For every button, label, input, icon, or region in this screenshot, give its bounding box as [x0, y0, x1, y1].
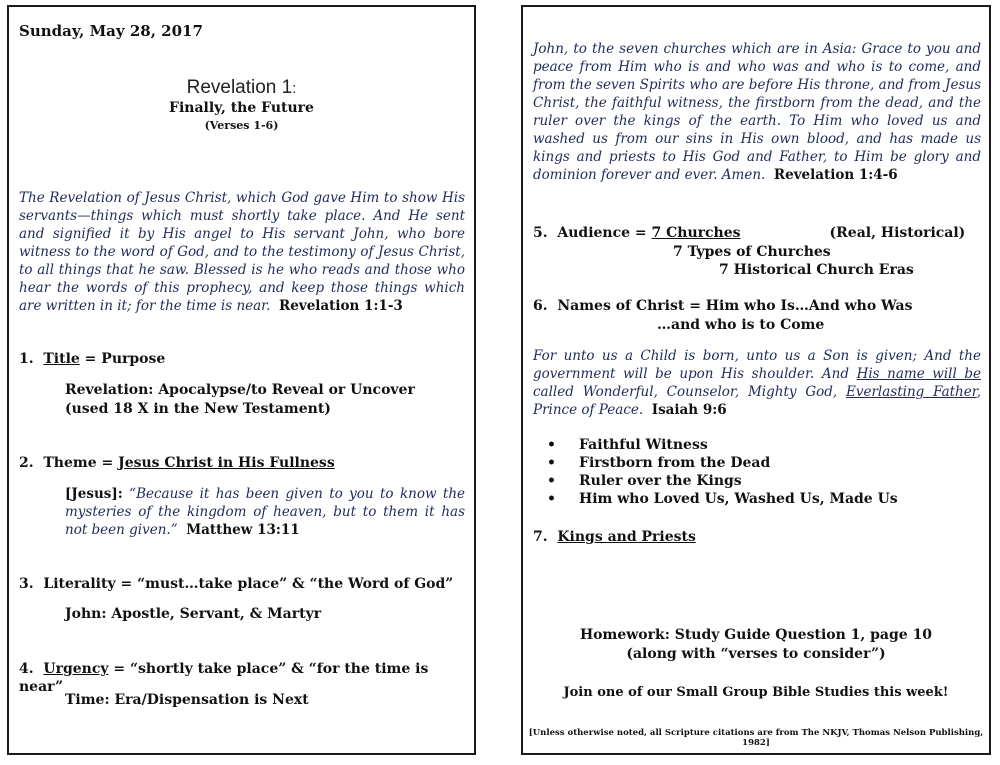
- point-key: Jesus Christ in His Fullness: [118, 455, 335, 471]
- point-1-detail-2: (used 18 X in the New Testament): [65, 401, 331, 417]
- point-pre: Audience =: [557, 225, 652, 241]
- point-number: 2.: [19, 455, 34, 471]
- bullet-item: • Firstborn from the Dead: [533, 454, 973, 472]
- point-key: 7 Churches: [651, 225, 741, 241]
- homework-line-2: (along with “verses to consider”): [626, 646, 886, 662]
- scripture-ref: Revelation 1:4-6: [773, 167, 898, 183]
- isaiah-passage: [533, 347, 981, 419]
- point-7: [533, 528, 696, 546]
- quote-text: “Because it has been given to you to know the mysteries of the kingdom of heaven, but to them it has not been given.”: [65, 486, 466, 538]
- quote-ref: Matthew 13:11: [186, 522, 300, 538]
- point-5-line-3: 7 Historical Church Eras: [719, 262, 914, 278]
- point-number: 4.: [19, 661, 34, 677]
- scripture-text: John, to the seven churches which are in Asia: Grace to you and peace from Him who is and who was and who is to come, and from the seven Spirits who are before His throne, and from Jesus Christ, the faithful witness, the firstborn from the dead, and the ruler over the kings of the earth. To Him who loved us and washed us from our sins in His own blood, and has made us kings and priests to His God and Father, to Him be glory and dominion forever and ever. Amen.: [533, 41, 981, 183]
- scripture-ref: Revelation 1:1-3: [279, 298, 403, 314]
- point-number: 5.: [533, 225, 548, 241]
- point-text: Literality = “must…take place” & “the Word of God”: [43, 576, 454, 592]
- isaiah-part-1: For unto us a Child is born, unto us a Son is given; And the government will be upon His shoulder. And: [533, 348, 981, 382]
- bullet-item: • Ruler over the Kings: [533, 472, 973, 490]
- point-rest: = Purpose: [79, 351, 166, 367]
- point-key: Title: [43, 351, 80, 367]
- bullet-list: [533, 436, 973, 508]
- point-2-quote: [65, 485, 465, 539]
- isaiah-part-2: called Wonderful, Counselor, Mighty God,: [533, 384, 846, 400]
- left-page: [7, 5, 476, 755]
- point-number: 6.: [533, 298, 548, 314]
- page-title: [9, 77, 474, 99]
- point-key: Urgency: [43, 661, 109, 677]
- join-line: Join one of our Small Group Bible Studies this week!: [563, 685, 949, 700]
- isaiah-underline-1: His name will be: [856, 366, 981, 382]
- scripture-passage-2: [533, 40, 981, 184]
- point-1-detail-1: Revelation: Apocalypse/to Reveal or Uncover: [65, 382, 415, 398]
- point-6: [533, 297, 913, 315]
- point-2: [19, 454, 335, 472]
- bullet-item: • Faithful Witness: [533, 436, 973, 454]
- isaiah-part-3: , Prince of Peace.: [533, 384, 981, 418]
- quote-speaker-colon: :: [117, 486, 123, 502]
- scripture-passage: [19, 189, 465, 315]
- point-rest: = “shortly take place” & “for the time is near”: [19, 661, 429, 695]
- point-5-line-2: 7 Types of Churches: [673, 244, 831, 260]
- scripture-text: The Revelation of Jesus Christ, which God gave Him to show His servants—things which must shortly take place. And He sent and signified it by His angel to His servant John, who bore witness to the word of God, and to the testimony of Jesus Christ, to all things that he saw. Blessed is he who reads and those who hear the words of this prophecy, and keep those things which are written in it; for the time is near.: [19, 190, 465, 314]
- point-rest: (Real, Historical): [829, 225, 966, 241]
- point-key: Kings and Priests: [557, 529, 696, 545]
- verses-label: (Verses 1-6): [204, 119, 279, 132]
- point-number: 3.: [19, 576, 34, 592]
- point-number: 7.: [533, 529, 548, 545]
- date: Sunday, May 28, 2017: [19, 22, 203, 40]
- isaiah-ref: Isaiah 9:6: [651, 402, 727, 418]
- point-3: [19, 575, 453, 593]
- quote-speaker: [Jesus]: [65, 486, 118, 502]
- bullet-item: • Him who Loved Us, Washed Us, Made Us: [533, 490, 973, 508]
- point-5: [533, 224, 965, 242]
- point-pre: Theme =: [43, 455, 119, 471]
- point-4-detail: Time: Era/Dispensation is Next: [65, 692, 309, 708]
- subtitle: Finally, the Future: [169, 100, 314, 116]
- homework-line-1: Homework: Study Guide Question 1, page 10: [579, 627, 933, 643]
- footnote: [Unless otherwise noted, all Scripture citations are from The NKJV, Thomas Nelson Publishing, 1982]: [528, 728, 984, 748]
- right-page: [521, 5, 991, 755]
- title-colon: :: [292, 80, 297, 97]
- point-number: 1.: [19, 351, 34, 367]
- point-text: Names of Christ = Him who Is…And who Was: [557, 298, 913, 314]
- point-1: [19, 350, 165, 368]
- page-title-text: Revelation 1: [186, 77, 293, 98]
- point-3-detail: John: Apostle, Servant, & Martyr: [65, 606, 322, 622]
- isaiah-underline-2: Everlasting Father: [846, 384, 977, 400]
- point-6-line-2: …and who is to Come: [657, 317, 825, 333]
